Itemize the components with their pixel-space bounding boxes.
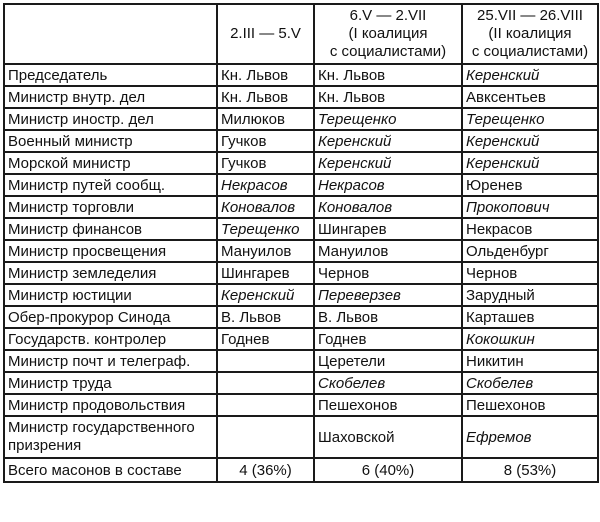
post-cell: Министр путей сообщ.: [4, 174, 217, 196]
minister-cell-period-1: Керенский: [217, 284, 314, 306]
minister-cell-period-2: Пешехонов: [314, 394, 462, 416]
minister-cell-period-3: Керенский: [462, 130, 598, 152]
minister-cell-period-2: Терещенко: [314, 108, 462, 130]
table-row: [4, 218, 598, 240]
minister-cell-period-3: Керенский: [462, 152, 598, 174]
total-period-2: 6 (40%): [314, 458, 462, 482]
minister-cell-period-3: Кокошкин: [462, 328, 598, 350]
header-cell-post: [4, 4, 217, 64]
minister-cell-period-1: Терещенко: [217, 218, 314, 240]
header-period-2-dates: 6.V — 2.VII: [349, 7, 427, 24]
post-cell: Министр просвещения: [4, 240, 217, 262]
minister-cell-period-1: Гучков: [217, 152, 314, 174]
post-cell: Министр земледелия: [4, 262, 217, 284]
minister-cell-period-3: Зарудный: [462, 284, 598, 306]
table-row: [4, 328, 598, 350]
header-period-1-dates: 2.III — 5.V: [230, 25, 301, 42]
minister-cell-period-2: Скобелев: [314, 372, 462, 394]
post-cell: Военный министр: [4, 130, 217, 152]
minister-cell-period-3: Юренев: [462, 174, 598, 196]
header-cell-period-3: [462, 4, 598, 64]
minister-cell-period-2: Мануилов: [314, 240, 462, 262]
header-period-2-coalition: (I коалиция: [348, 25, 428, 42]
table-row: [4, 350, 598, 372]
minister-cell-period-1: [217, 416, 314, 458]
table-row: [4, 416, 598, 458]
minister-cell-period-3: Карташев: [462, 306, 598, 328]
table-row: [4, 240, 598, 262]
minister-cell-period-1: В. Львов: [217, 306, 314, 328]
table-body: [4, 64, 598, 458]
post-cell: Государств. контролер: [4, 328, 217, 350]
minister-cell-period-2: Годнев: [314, 328, 462, 350]
minister-cell-period-1: Милюков: [217, 108, 314, 130]
post-cell: Морской министр: [4, 152, 217, 174]
table-row: [4, 394, 598, 416]
header-row: [4, 4, 598, 64]
minister-cell-period-3: Скобелев: [462, 372, 598, 394]
total-period-3: 8 (53%): [462, 458, 598, 482]
minister-cell-period-2: Переверзев: [314, 284, 462, 306]
minister-cell-period-2: Некрасов: [314, 174, 462, 196]
table-row: [4, 86, 598, 108]
header-period-3-dates: 25.VII — 26.VIII: [477, 7, 583, 24]
post-cell: Министр юстиции: [4, 284, 217, 306]
minister-cell-period-1: Мануилов: [217, 240, 314, 262]
header-cell-period-1: [217, 4, 314, 64]
table-row: [4, 152, 598, 174]
post-cell: Министр государственного призрения: [4, 416, 217, 458]
minister-cell-period-1: Кн. Львов: [217, 86, 314, 108]
table-row: [4, 174, 598, 196]
minister-cell-period-2: Кн. Львов: [314, 86, 462, 108]
post-cell: Обер-прокурор Синода: [4, 306, 217, 328]
post-cell: Министр финансов: [4, 218, 217, 240]
post-cell: Председатель: [4, 64, 217, 86]
minister-cell-period-1: Некрасов: [217, 174, 314, 196]
header-period-3-coalition: (II коалиция: [488, 25, 572, 42]
minister-cell-period-3: Ольденбург: [462, 240, 598, 262]
minister-cell-period-2: В. Львов: [314, 306, 462, 328]
minister-cell-period-1: [217, 372, 314, 394]
minister-cell-period-2: Керенский: [314, 152, 462, 174]
post-cell: Министр иностр. дел: [4, 108, 217, 130]
table-row: [4, 64, 598, 86]
table-row: [4, 130, 598, 152]
minister-cell-period-3: Авксентьев: [462, 86, 598, 108]
minister-cell-period-3: Ефремов: [462, 416, 598, 458]
minister-cell-period-1: Кн. Львов: [217, 64, 314, 86]
minister-cell-period-1: Коновалов: [217, 196, 314, 218]
minister-cell-period-3: Чернов: [462, 262, 598, 284]
table-row: [4, 306, 598, 328]
minister-cell-period-3: Керенский: [462, 64, 598, 86]
table-row: [4, 196, 598, 218]
minister-cell-period-2: Чернов: [314, 262, 462, 284]
minister-cell-period-3: Некрасов: [462, 218, 598, 240]
table-row: [4, 108, 598, 130]
minister-cell-period-2: Шаховской: [314, 416, 462, 458]
post-cell: Министр торговли: [4, 196, 217, 218]
header-period-2-note: с социалистами): [329, 43, 447, 60]
header-cell-period-2: [314, 4, 462, 64]
post-cell: Министр почт и телеграф.: [4, 350, 217, 372]
minister-cell-period-1: Шингарев: [217, 262, 314, 284]
minister-cell-period-1: Гучков: [217, 130, 314, 152]
minister-cell-period-3: Никитин: [462, 350, 598, 372]
minister-cell-period-1: [217, 394, 314, 416]
table-header: [4, 4, 598, 64]
total-row: [4, 458, 598, 482]
minister-cell-period-2: Кн. Львов: [314, 64, 462, 86]
table-row: [4, 284, 598, 306]
minister-cell-period-3: Терещенко: [462, 108, 598, 130]
cabinet-composition-table: [3, 3, 599, 483]
header-period-3-note: с социалистами): [471, 43, 589, 60]
post-cell: Министр внутр. дел: [4, 86, 217, 108]
minister-cell-period-2: Керенский: [314, 130, 462, 152]
minister-cell-period-1: [217, 350, 314, 372]
post-cell: Министр труда: [4, 372, 217, 394]
table-row: [4, 262, 598, 284]
table-row: [4, 372, 598, 394]
table-footer: [4, 458, 598, 482]
post-cell: Министр продовольствия: [4, 394, 217, 416]
minister-cell-period-3: Пешехонов: [462, 394, 598, 416]
total-label: Всего масонов в составе: [4, 458, 217, 482]
minister-cell-period-3: Прокопович: [462, 196, 598, 218]
minister-cell-period-1: Годнев: [217, 328, 314, 350]
minister-cell-period-2: Шингарев: [314, 218, 462, 240]
total-period-1: 4 (36%): [217, 458, 314, 482]
minister-cell-period-2: Коновалов: [314, 196, 462, 218]
minister-cell-period-2: Церетели: [314, 350, 462, 372]
